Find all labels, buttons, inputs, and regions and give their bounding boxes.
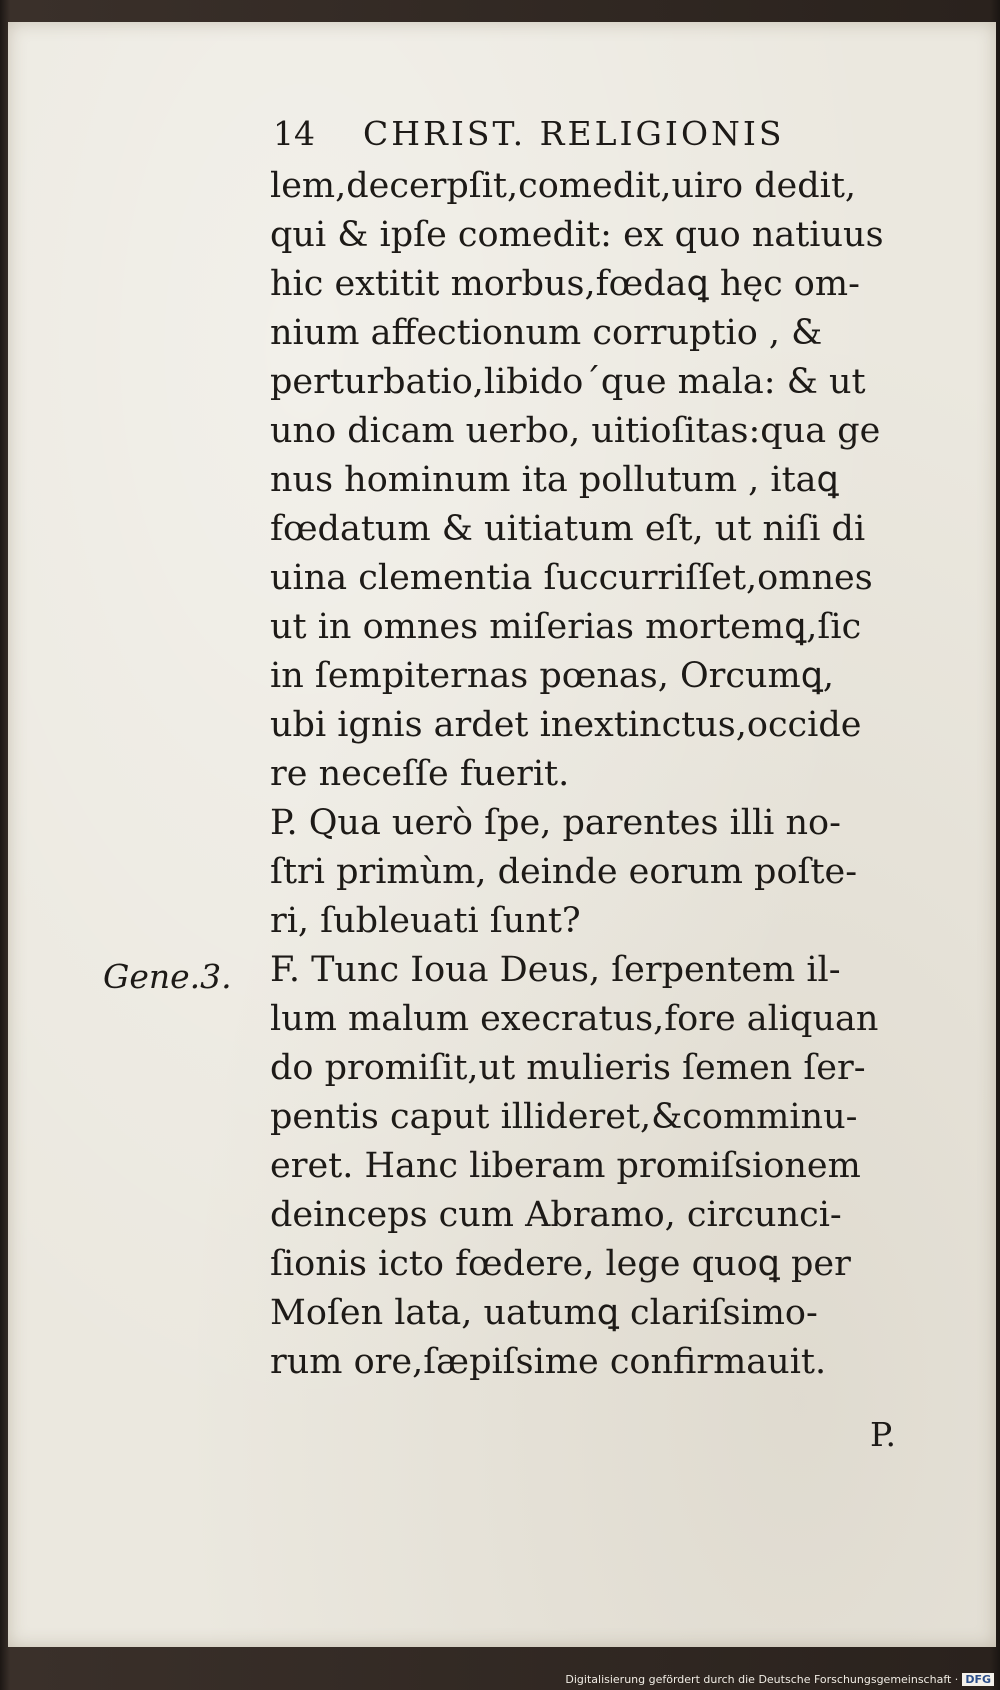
text-line: ut in omnes miſerias mortemꝗ,ſic	[270, 607, 862, 647]
text-line: re neceſſe fuerit.	[270, 754, 570, 794]
text-line: do promiſit,ut mulieris ſemen ſer-	[270, 1048, 866, 1088]
text-line: nium affectionum corruptio , &	[270, 313, 823, 353]
text-line: perturbatio,libido´que mala: & ut	[270, 362, 866, 402]
text-line: in ſempiternas pœnas, Orcumꝗ,	[270, 656, 835, 696]
text-line: ſtri primùm, deinde eorum poſte-	[270, 852, 858, 892]
text-line: rum ore,ſæpiſsime confirmauit.	[270, 1342, 827, 1382]
book-page	[8, 22, 996, 1647]
text-line: eret. Hanc liberam promiſsionem	[270, 1146, 861, 1186]
body-text	[270, 162, 920, 1387]
text-line: F. Tunc Ioua Deus, ſerpentem il-	[270, 950, 841, 990]
text-line: lem,decerpſit,comedit,uiro dedit,	[270, 166, 857, 206]
text-line: deinceps cum Abramo, circunci-	[270, 1195, 842, 1235]
marginal-reference: Gene.3.	[103, 957, 232, 996]
text-line: fœdatum & uitiatum eſt, ut niſi di	[270, 509, 866, 549]
text-line: nus hominum ita pollutum , itaꝗ	[270, 460, 839, 500]
text-line: ri, ſubleuati ſunt?	[270, 901, 581, 941]
running-title: CHRIST. RELIGIONIS	[363, 114, 785, 153]
text-line: uina clementia ſuccurriſſet,omnes	[270, 558, 873, 598]
running-header	[273, 114, 785, 153]
credit-text: Digitalisierung gefördert durch die Deutsche Forschungsgemeinschaft ·	[565, 1673, 959, 1686]
text-line: Moſen lata, uatumꝗ clariſsimo-	[270, 1293, 818, 1333]
text-line: P. Qua uerò ſpe, parentes illi no-	[270, 803, 841, 843]
text-line: ubi ignis ardet inextinctus,occide	[270, 705, 862, 745]
text-line: uno dicam uerbo, uitioſitas:qua ge	[270, 411, 881, 451]
page-number: 14	[273, 114, 315, 153]
text-line: ſionis icto fœdere, lege quoꝗ per	[270, 1244, 851, 1284]
catchword: P.	[870, 1415, 897, 1454]
text-line: pentis caput illideret,&comminu-	[270, 1097, 858, 1137]
dfg-logo: DFG	[962, 1673, 994, 1686]
text-line: hic extitit morbus,fœdaꝗ hęc om-	[270, 264, 860, 304]
digitization-credit	[565, 1673, 994, 1686]
text-line: qui & ipſe comedit: ex quo natiuus	[270, 215, 884, 255]
text-line: lum malum execratus,fore aliquan	[270, 999, 879, 1039]
